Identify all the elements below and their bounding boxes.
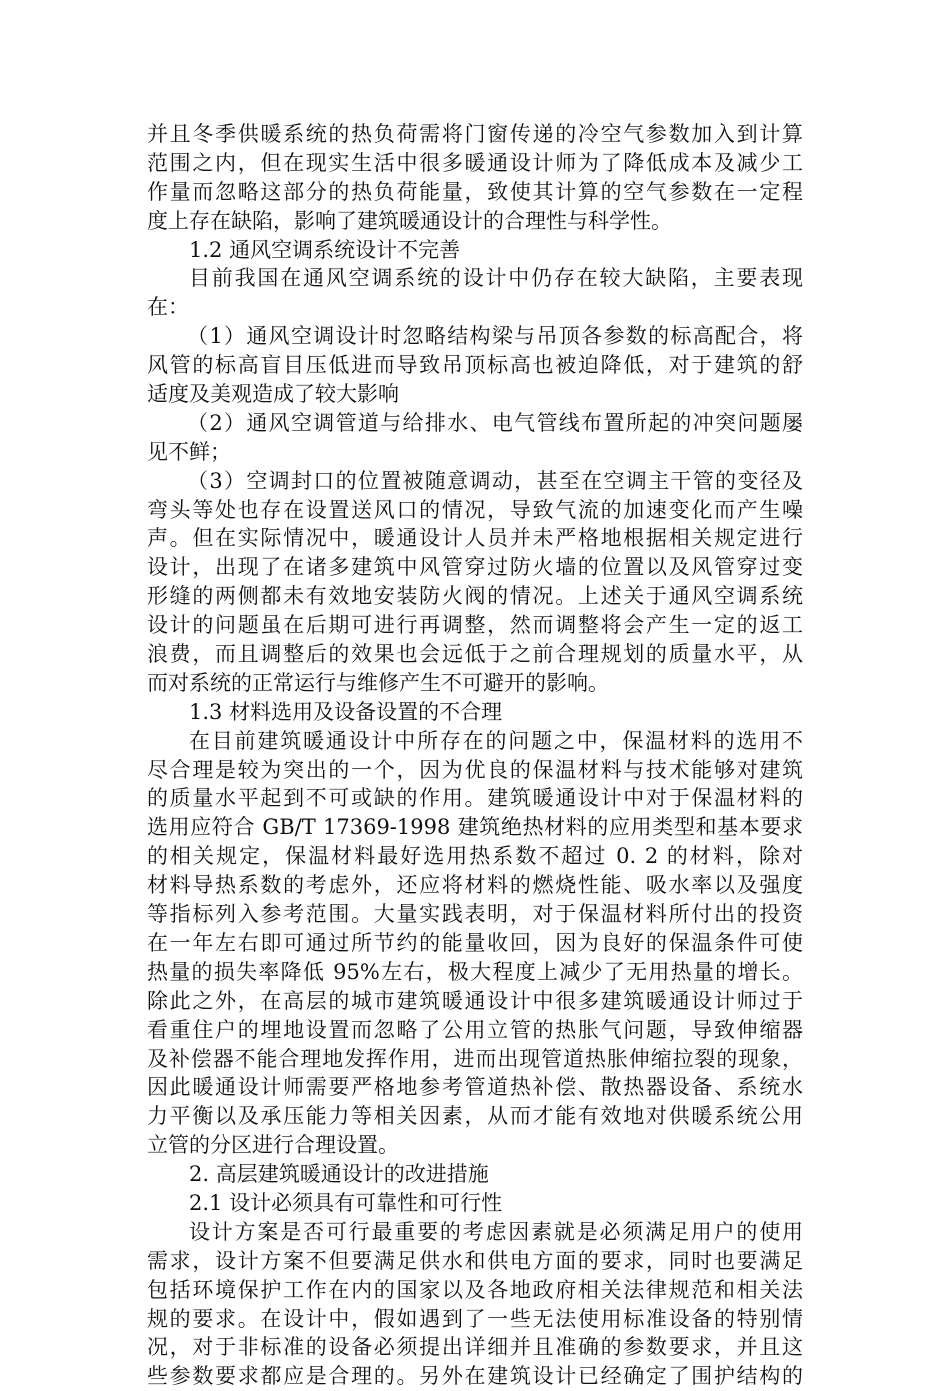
text-line: 形缝的两侧都未有效地安装防火阀的情况。上述关于通风空调系统 xyxy=(147,584,803,609)
list-item-line: （3）空调封口的位置被随意调动，甚至在空调主干管的变径及 xyxy=(187,468,803,493)
list-item-line: （1）通风空调设计时忽略结构梁与吊顶各参数的标高配合，将 xyxy=(187,324,803,349)
text-line: 热量的损失率降低 95%左右，极大程度上减少了无用热量的增长。 xyxy=(147,959,803,984)
document-page xyxy=(147,120,803,1391)
section-heading: 1.2 通风空调系统设计不完善 xyxy=(189,237,461,262)
text-line: 因此暖通设计师需要严格地参考管道热补偿、散热器设备、系统水 xyxy=(147,1075,803,1100)
text-line: 包括环境保护工作在内的国家以及各地政府相关法律规范和相关法 xyxy=(147,1277,803,1302)
text-line: 尽合理是较为突出的一个，因为优良的保温材料与技术能够对建筑 xyxy=(147,757,803,782)
text-line: 作量而忽略这部分的热负荷能量，致使其计算的空气参数在一定程 xyxy=(147,179,803,204)
section-heading: 2.1 设计必须具有可靠性和可行性 xyxy=(189,1190,503,1215)
section-heading: 2. 高层建筑暖通设计的改进措施 xyxy=(189,1162,489,1187)
text-line: 规的要求。在设计中，假如遇到了一些无法使用标准设备的特别情 xyxy=(147,1306,803,1331)
text-line: 力平衡以及承压能力等相关因素，从而才能有效地对供暖系统公用 xyxy=(147,1104,803,1129)
text-line: 设计方案是否可行最重要的考虑因素就是必须满足用户的使用 xyxy=(189,1219,803,1244)
text-line: 材料导热系数的考虑外，还应将材料的燃烧性能、吸水率以及强度 xyxy=(147,873,803,898)
text-line: 看重住户的埋地设置而忽略了公用立管的热胀气问题，导致伸缩器 xyxy=(147,1017,803,1042)
text-line: 在目前建筑暖通设计中所存在的问题之中，保温材料的选用不 xyxy=(189,728,803,753)
text-line: 立管的分区进行合理设置。 xyxy=(147,1133,399,1158)
text-line: 选用应符合 GB/T 17369-1998 建筑绝热材料的应用类型和基本要求 xyxy=(147,815,803,840)
text-line: 见不鲜； xyxy=(147,439,231,464)
text-line: 等指标列入参考范围。大量实践表明，对于保温材料所付出的投资 xyxy=(147,902,803,927)
text-line: 设计，出现了在诸多建筑中风管穿过防火墙的位置以及风管穿过变 xyxy=(147,555,803,580)
text-line: 度上存在缺陷，影响了建筑暖通设计的合理性与科学性。 xyxy=(147,208,672,233)
text-line: 在一年左右即可通过所节约的能量收回，因为良好的保温条件可使 xyxy=(147,930,803,955)
text-line: 适度及美观造成了较大影响 xyxy=(147,382,399,407)
text-line: 除此之外，在高层的城市建筑暖通设计中很多建筑暖通设计师过于 xyxy=(147,988,803,1013)
text-line: 而对系统的正常运行与维修产生不可避开的影响。 xyxy=(147,670,609,695)
text-line: 况，对于非标准的设备必须提出详细并且准确的参数要求，并且这 xyxy=(147,1335,803,1360)
text-line: 浪费，而且调整后的效果也会远低于之前合理规划的质量水平，从 xyxy=(147,642,803,667)
text-line: 些参数要求都应是合理的。另外在建筑设计已经确定了围护结构的 xyxy=(147,1364,803,1389)
section-heading: 1.3 材料选用及设备设置的不合理 xyxy=(189,699,503,724)
text-line: 的质量水平起到不可或缺的作用。建筑暖通设计中对于保温材料的 xyxy=(147,786,803,811)
text-line: 在： xyxy=(147,295,189,320)
text-line: 范围之内，但在现实生活中很多暖通设计师为了降低成本及减少工 xyxy=(147,150,803,175)
text-line: 声。但在实际情况中，暖通设计人员并未严格地根据相关规定进行 xyxy=(147,526,803,551)
text-line: 需求，设计方案不但要满足供水和供电方面的要求，同时也要满足 xyxy=(147,1248,803,1273)
text-line: 及补偿器不能合理地发挥作用，进而出现管道热胀伸缩拉裂的现象， xyxy=(147,1046,803,1071)
text-line: 的相关规定，保温材料最好选用热系数不超过 0. 2 的材料，除对 xyxy=(147,844,803,869)
text-line: 目前我国在通风空调系统的设计中仍存在较大缺陷，主要表现 xyxy=(189,266,803,291)
text-line: 弯头等处也存在设置送风口的情况，导致气流的加速变化而产生噪 xyxy=(147,497,803,522)
text-line: 风管的标高盲目压低进而导致吊顶标高也被迫降低，对于建筑的舒 xyxy=(147,353,803,378)
text-line: 并且冬季供暖系统的热负荷需将门窗传递的冷空气参数加入到计算 xyxy=(147,122,803,146)
text-line: 设计的问题虽在后期可进行再调整，然而调整将会产生一定的返工 xyxy=(147,613,803,638)
list-item-line: （2）通风空调管道与给排水、电气管线布置所起的冲突问题屡 xyxy=(187,410,803,435)
